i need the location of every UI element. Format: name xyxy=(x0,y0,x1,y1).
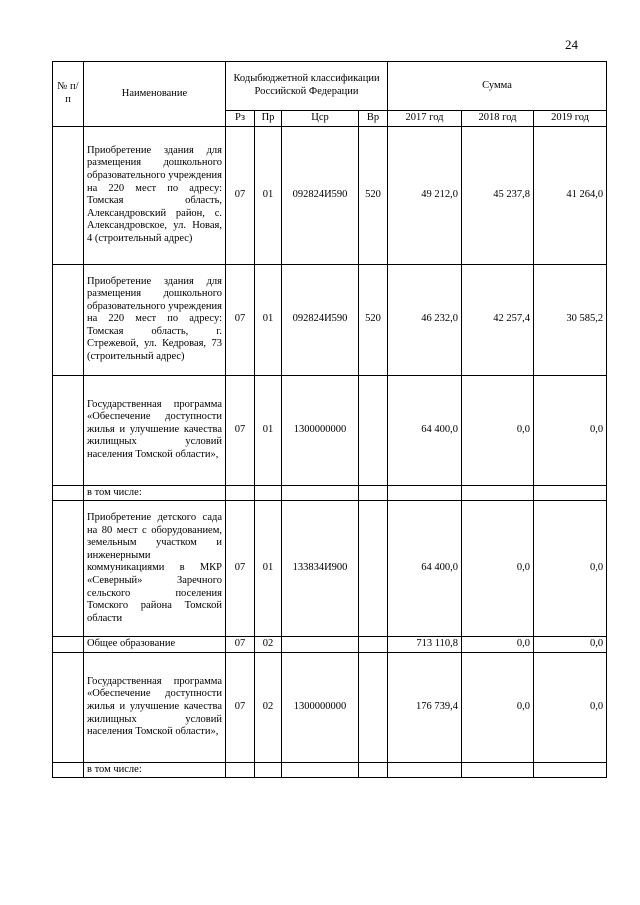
row-vr xyxy=(359,485,388,501)
table-row xyxy=(53,762,607,778)
row-pr: 02 xyxy=(255,637,282,653)
page-number: 24 xyxy=(565,37,578,52)
row-num xyxy=(53,762,84,778)
row-2017: 46 232,0 xyxy=(388,264,462,375)
row-2018: 45 237,8 xyxy=(462,126,534,264)
row-rz: 07 xyxy=(226,501,255,637)
row-name: Приобретение здания для размещения дошкольного образовательного учреждения на 220 мест по адресу: Томская область, г. Стрежевой, ул. Кедровая, 73 (строительный адрес) xyxy=(84,264,226,375)
row-num xyxy=(53,485,84,501)
table-row xyxy=(53,501,607,637)
row-vr xyxy=(359,501,388,637)
row-2017: 713 110,8 xyxy=(388,637,462,653)
header-2019: 2019 год xyxy=(534,111,607,127)
row-rz: 07 xyxy=(226,126,255,264)
table-row xyxy=(53,375,607,485)
row-2017: 64 400,0 xyxy=(388,501,462,637)
row-vr: 520 xyxy=(359,264,388,375)
row-vr xyxy=(359,762,388,778)
row-num xyxy=(53,637,84,653)
row-2018: 0,0 xyxy=(462,375,534,485)
header-codes: Кодыбюджетной классификации Российской Федерации xyxy=(226,62,388,111)
header-pr: Пр xyxy=(255,111,282,127)
row-2019: 0,0 xyxy=(534,375,607,485)
row-csr: 092824И590 xyxy=(282,264,359,375)
row-2019 xyxy=(534,762,607,778)
header-2017: 2017 год xyxy=(388,111,462,127)
row-2019 xyxy=(534,485,607,501)
header-vr: Вр xyxy=(359,111,388,127)
row-num xyxy=(53,375,84,485)
table-row xyxy=(53,637,607,653)
row-csr: 1300000000 xyxy=(282,375,359,485)
row-2017: 64 400,0 xyxy=(388,375,462,485)
row-vr xyxy=(359,637,388,653)
table-row xyxy=(53,264,607,375)
row-2017 xyxy=(388,485,462,501)
row-2017: 176 739,4 xyxy=(388,652,462,762)
row-csr: 092824И590 xyxy=(282,126,359,264)
row-vr xyxy=(359,652,388,762)
table-row xyxy=(53,652,607,762)
header-2018: 2018 год xyxy=(462,111,534,127)
row-2018: 0,0 xyxy=(462,652,534,762)
row-2018: 42 257,4 xyxy=(462,264,534,375)
row-num xyxy=(53,501,84,637)
row-rz: 07 xyxy=(226,264,255,375)
row-pr: 01 xyxy=(255,264,282,375)
row-vr xyxy=(359,375,388,485)
header-sum: Сумма xyxy=(388,62,607,111)
row-rz: 07 xyxy=(226,637,255,653)
row-csr xyxy=(282,485,359,501)
row-pr: 01 xyxy=(255,375,282,485)
row-name: Государственная программа «Обеспечение доступности жилья и улучшение качества жилищных условий населения Томской области», xyxy=(84,375,226,485)
row-2019: 41 264,0 xyxy=(534,126,607,264)
budget-table xyxy=(52,61,607,778)
row-pr: 02 xyxy=(255,652,282,762)
row-2017: 49 212,0 xyxy=(388,126,462,264)
header-num: № п/п xyxy=(53,62,84,127)
row-vr: 520 xyxy=(359,126,388,264)
table-row xyxy=(53,485,607,501)
row-name: Приобретение детского сада на 80 мест с оборудованием, земельным участком и инженерными коммуникациями в МКР «Северный» Заречного сельского поселения Томского района Томской области xyxy=(84,501,226,637)
row-pr xyxy=(255,762,282,778)
row-rz xyxy=(226,762,255,778)
row-name: Приобретение здания для размещения дошкольного образовательного учреждения на 220 мест по адресу: Томская область, Александровский район, с. Александровское, ул. Новая, 4 (строительный адрес) xyxy=(84,126,226,264)
row-num xyxy=(53,264,84,375)
row-csr xyxy=(282,637,359,653)
table-row xyxy=(53,126,607,264)
row-name: в том числе: xyxy=(84,485,226,501)
header-rz: Рз xyxy=(226,111,255,127)
row-2018 xyxy=(462,762,534,778)
row-2018: 0,0 xyxy=(462,501,534,637)
row-2019: 0,0 xyxy=(534,652,607,762)
row-rz: 07 xyxy=(226,375,255,485)
row-2019: 0,0 xyxy=(534,637,607,653)
row-2018 xyxy=(462,485,534,501)
row-2017 xyxy=(388,762,462,778)
header-name: Наименование xyxy=(84,62,226,127)
row-name: в том числе: xyxy=(84,762,226,778)
row-num xyxy=(53,652,84,762)
row-name: Государственная программа «Обеспечение доступности жилья и улучшение качества жилищных условий населения Томской области», xyxy=(84,652,226,762)
row-2018: 0,0 xyxy=(462,637,534,653)
row-2019: 0,0 xyxy=(534,501,607,637)
row-name: Общее образование xyxy=(84,637,226,653)
row-csr: 133834И900 xyxy=(282,501,359,637)
row-2019: 30 585,2 xyxy=(534,264,607,375)
row-pr: 01 xyxy=(255,126,282,264)
row-pr xyxy=(255,485,282,501)
row-num xyxy=(53,126,84,264)
row-csr: 1300000000 xyxy=(282,652,359,762)
row-rz xyxy=(226,485,255,501)
header-csr: Цср xyxy=(282,111,359,127)
row-rz: 07 xyxy=(226,652,255,762)
row-pr: 01 xyxy=(255,501,282,637)
row-csr xyxy=(282,762,359,778)
